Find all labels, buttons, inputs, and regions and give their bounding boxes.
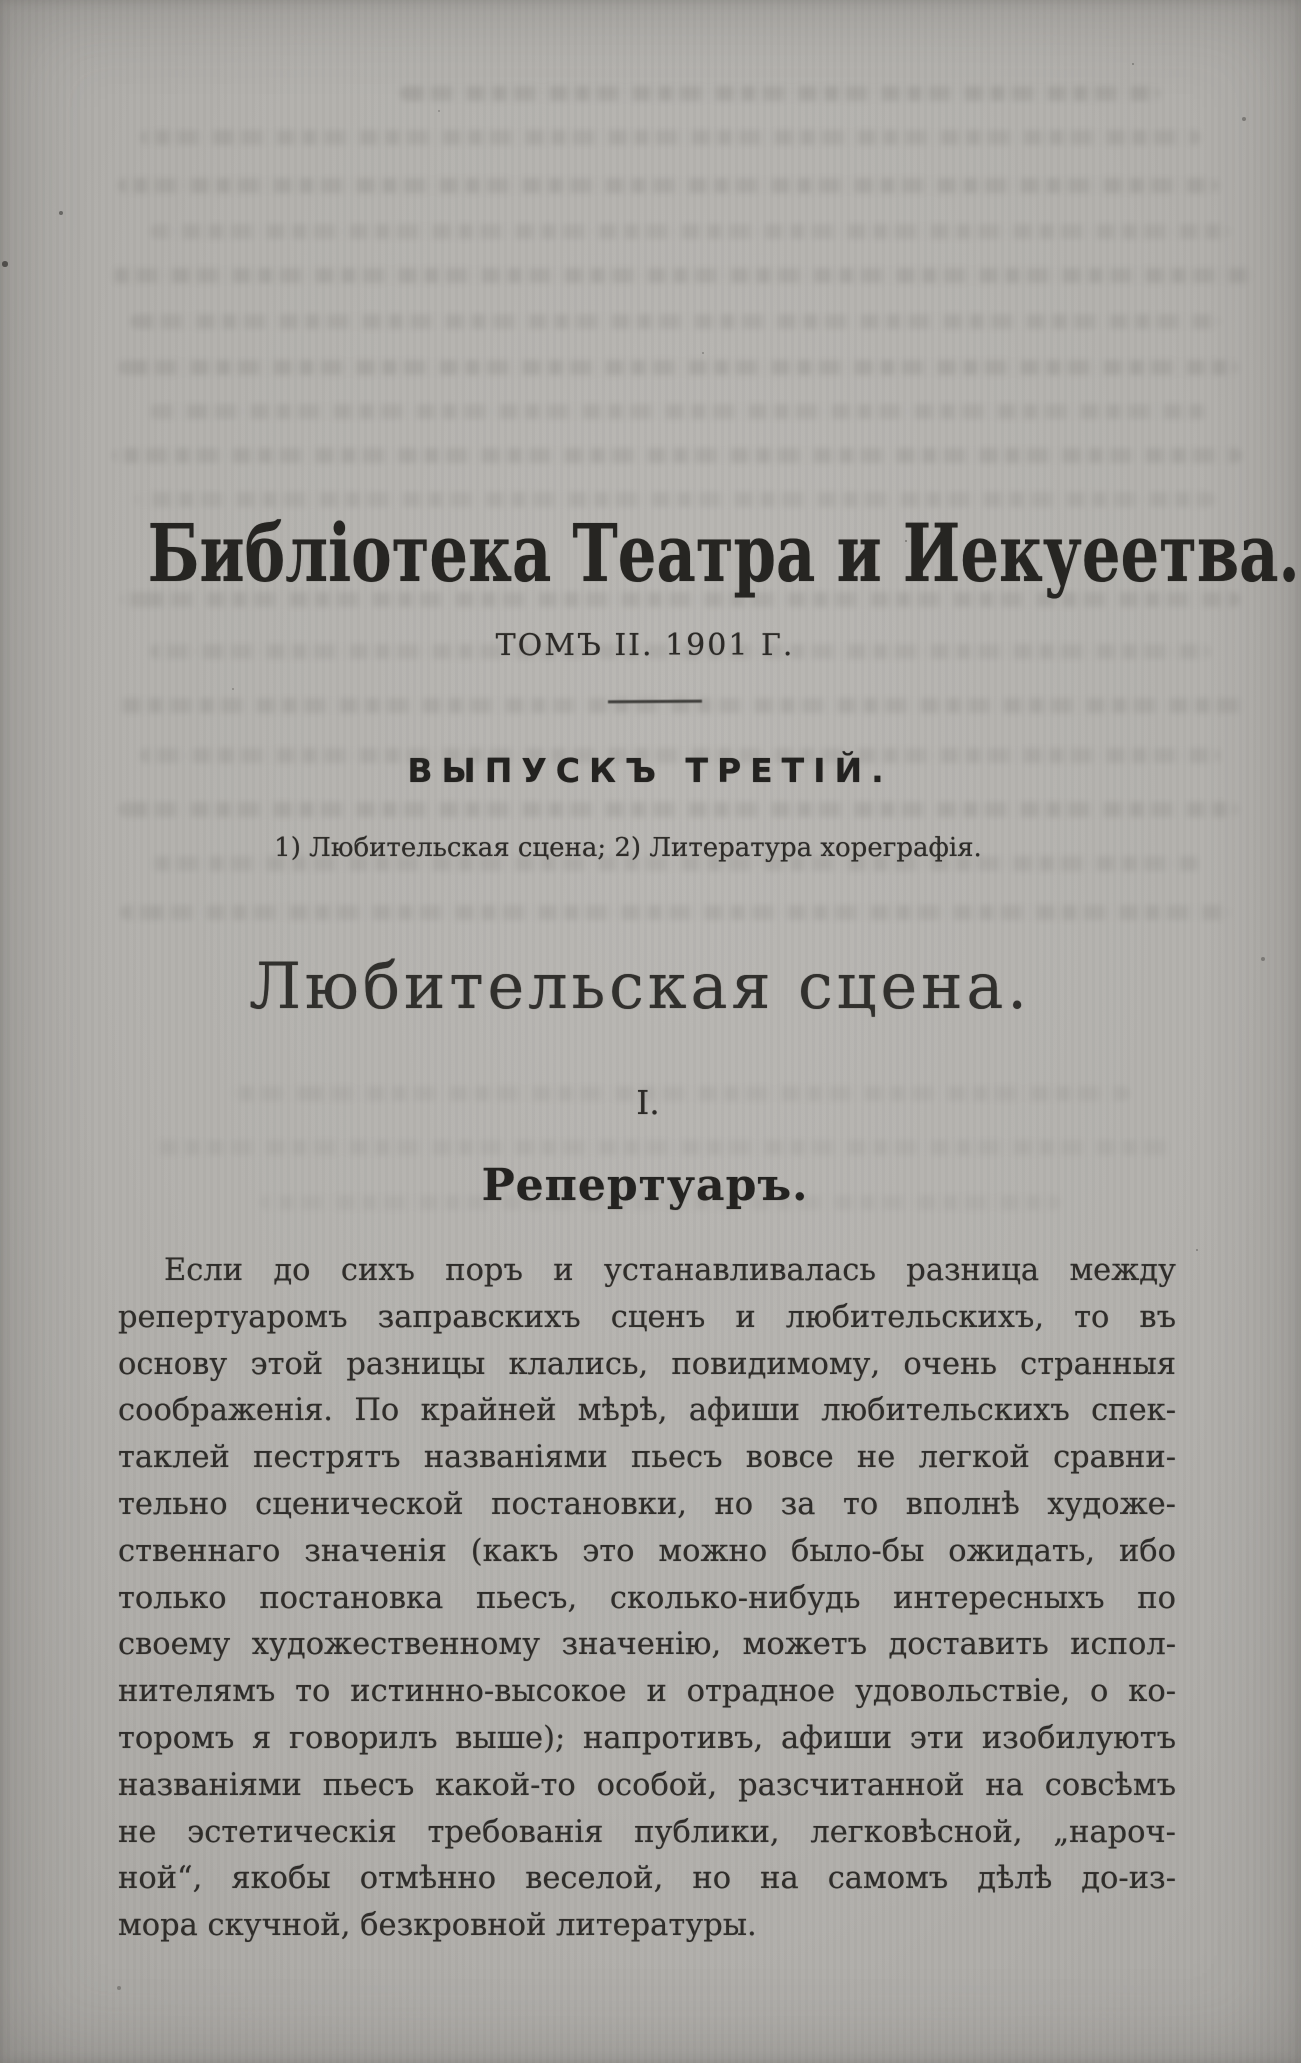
divider-rule xyxy=(608,700,702,704)
issue-line: ВЫПУСКЪ ТРЕТІЙ. xyxy=(407,751,893,790)
series-title: Библіотека Театра и Иекуеетва. xyxy=(147,506,1300,600)
bleedthrough-text-artifact xyxy=(112,268,1252,283)
body-text-line: мора скучной, безкровной литературы. xyxy=(118,1908,757,1944)
bleedthrough-text-artifact xyxy=(400,86,1160,101)
volume-line: ТОМЪ II. 1901 Г. xyxy=(495,628,795,663)
body-text-line: таклей пестрятъ названіями пьесъ вовсе не легкой сравни- xyxy=(118,1440,1176,1476)
bleedthrough-text-artifact xyxy=(150,224,1230,239)
article-title: Любительская сцена. xyxy=(249,950,1031,1024)
body-text-line: основу этой разницы клались, повидимому, очень странныя xyxy=(118,1346,1176,1382)
chapter-title: Репертуаръ. xyxy=(481,1160,809,1211)
body-text-line: репертуаромъ заправскихъ сценъ и любительскихъ, то въ xyxy=(118,1299,1176,1335)
bleedthrough-text-artifact xyxy=(112,448,1242,463)
body-text-line: не эстетическія требованія публики, легковѣсной, „нароч- xyxy=(118,1814,1176,1850)
body-text-line: Если до сихъ поръ и устанавливалась разница между xyxy=(164,1253,1176,1288)
bleedthrough-text-artifact xyxy=(118,178,1218,193)
contents-line: 1) Любительская сцена; 2) Литература хореграфія. xyxy=(274,833,982,863)
body-text-line: нителямъ то истинно-высокое и отрадное удовольствіе, о ко- xyxy=(118,1674,1176,1710)
bleedthrough-text-artifact xyxy=(140,130,1200,145)
bleedthrough-text-artifact xyxy=(118,802,1238,817)
body-text xyxy=(118,1248,1176,1950)
body-text-line: тельно сценической постановки, но за то вполнѣ художе- xyxy=(118,1486,1176,1522)
body-text-line: только постановка пьесъ, сколько-нибудь интересныхъ по xyxy=(118,1580,1176,1616)
bleedthrough-text-artifact xyxy=(130,314,1220,329)
bleedthrough-text-artifact xyxy=(148,404,1208,419)
body-text-line: торомъ я говорилъ выше); напротивъ, афиши эти изобилуютъ xyxy=(118,1720,1176,1756)
bleedthrough-text-artifact xyxy=(135,492,1215,507)
bleedthrough-text-artifact xyxy=(150,1140,1170,1155)
chapter-number: I. xyxy=(636,1083,660,1122)
bleedthrough-text-artifact xyxy=(118,360,1238,375)
body-text-line: ной“, якобы отмѣнно веселой, но на самомъ дѣлѣ до-из- xyxy=(118,1861,1176,1897)
body-text-line: названіями пьесъ какой-то особой, разсчитанной на совсѣмъ xyxy=(118,1767,1176,1803)
body-text-line: ственнаго значенія (какъ это можно было-бы ожидать, ибо xyxy=(118,1533,1176,1569)
body-text-line: своему художественному значенію, можетъ доставить испол- xyxy=(118,1627,1176,1663)
ink-speck-layer xyxy=(0,0,2,2)
bleedthrough-text-artifact xyxy=(120,905,1230,920)
body-text-line: соображенія. По крайней мѣрѣ, афиши любительскихъ спек- xyxy=(118,1393,1176,1429)
